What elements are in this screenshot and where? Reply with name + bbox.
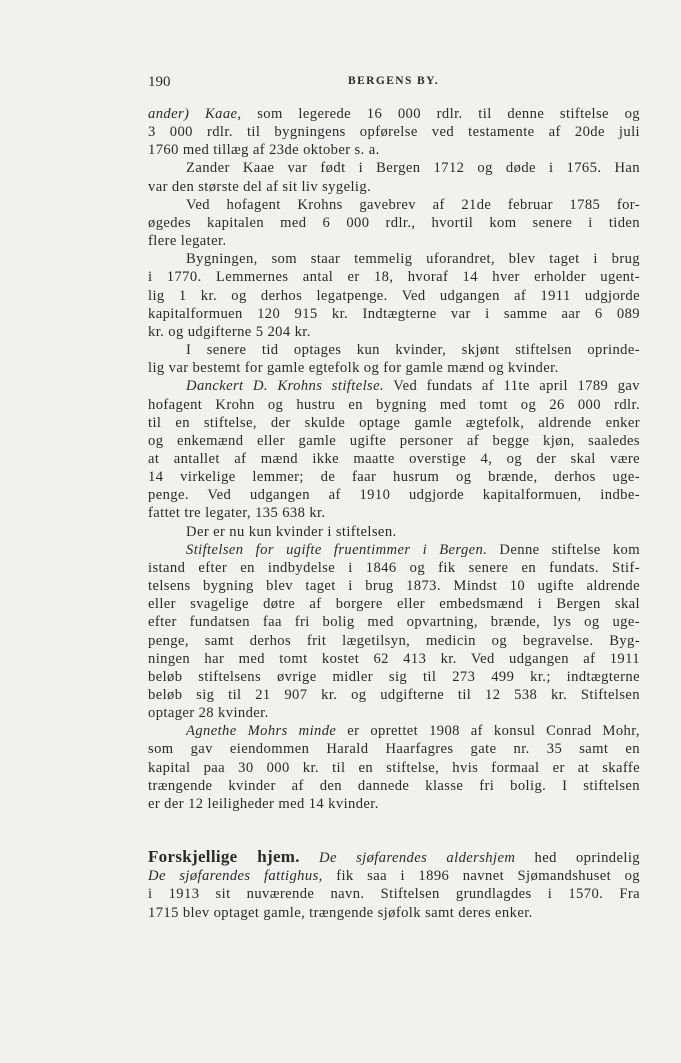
text-span: penge, samt derhos frit lægetilsyn, medicin og begravelse. Byg- <box>148 632 640 649</box>
italic-phrase: De sjøfarendes aldershjem <box>319 850 516 867</box>
text-span: eller svagelige døtre af borgere eller embedsmænd i Bergen skal <box>148 596 640 613</box>
text-span: Zander Kaae var født i Bergen 1712 og døde i 1765. Han <box>186 160 640 177</box>
text-line <box>148 105 640 123</box>
text-span: fattet tre legater, 135 638 kr. <box>148 505 326 522</box>
text-span: i 1770. Lemmernes antal er 18, hvoraf 14 hver erholder ugent- <box>148 269 640 286</box>
text-line <box>148 885 640 903</box>
text-span: 1715 blev optaget gamle, trængende sjøfolk samt deres enker. <box>148 904 533 921</box>
text-line <box>148 632 640 650</box>
text-line <box>148 867 640 885</box>
text-line <box>148 396 640 414</box>
text-line <box>148 486 640 504</box>
text-span: 3 000 rdlr. til bygningens opførelse ved testamente af 20de juli <box>148 124 640 141</box>
text-span: istand efter en indbydelse i 1846 og fik senere en fundats. Stif- <box>148 559 640 576</box>
italic-phrase: Danckert D. Krohns stiftelse. <box>186 378 385 395</box>
text-line <box>148 341 640 359</box>
text-line <box>148 159 640 177</box>
text-span: beløb stiftelsens øvrige midler sig til 273 499 kr.; indtægterne <box>148 668 640 685</box>
text-span: flere legater. <box>148 233 227 250</box>
text-line <box>148 848 640 867</box>
text-span: Bygningen, som staar temmelig uforandret, blev taget i brug <box>186 251 640 268</box>
body-text <box>148 105 640 922</box>
text-line <box>148 377 640 395</box>
text-line <box>148 268 640 286</box>
text-span: lig var bestemt for gamle egtefolk og for gamle mænd og kvinder. <box>148 360 559 377</box>
text-line <box>148 559 640 577</box>
text-line <box>148 577 640 595</box>
running-head <box>148 74 640 94</box>
text-line <box>148 323 640 341</box>
text-span: i 1913 sit nuværende navn. Stiftelsen grundlagdes i 1570. Fra <box>148 886 640 903</box>
text-span: som gav eiendommen Harald Haarfagres gate nr. 35 samt en <box>148 741 640 758</box>
text-span: Denne stiftelse kom <box>487 541 640 558</box>
text-span: fik saa i 1896 navnet Sjømandshuset og <box>322 868 640 885</box>
text-line <box>148 759 640 777</box>
text-line <box>148 178 640 196</box>
italic-phrase: ander) Kaae, <box>148 106 242 122</box>
text-span: optager 28 kvinder. <box>148 705 269 722</box>
text-span: til en stiftelse, der skulde optage gamle ægtefolk, aldrende enker <box>148 414 640 431</box>
text-line <box>148 359 640 377</box>
text-span: lig 1 kr. og derhos legatpenge. Ved udgangen af 1911 udgjorde <box>148 287 640 304</box>
text-line <box>148 414 640 432</box>
text-span: penge. Ved udgangen af 1910 udgjorde kapitalformuen, indbe- <box>148 487 640 504</box>
section-gap <box>148 813 640 848</box>
text-span: Ved hofagent Krohns gavebrev af 21de februar 1785 for- <box>186 196 640 213</box>
text-line <box>148 613 640 631</box>
text-line <box>148 123 640 141</box>
running-title: BERGENS BY. <box>348 75 440 87</box>
text-line <box>148 668 640 686</box>
text-line <box>148 777 640 795</box>
text-span: 14 virkelige lemmer; de faar husrum og brænde, derhos uge- <box>148 469 640 486</box>
italic-phrase: Agnethe Mohrs minde <box>186 723 337 740</box>
text-line <box>148 904 640 922</box>
text-span: telsens bygning blev taget i brug 1873. Mindst 10 ugifte aldrende <box>148 578 640 595</box>
text-line <box>148 232 640 250</box>
text-line <box>148 541 640 559</box>
text-span: at antallet af mænd ikke maatte overstige 4, og der skal være <box>148 450 640 467</box>
text-line <box>148 141 640 159</box>
text-span: ningen har med tomt kostet 62 413 kr. Ved udgangen af 1911 <box>148 650 640 667</box>
text-span: Ved fundats af 11te april 1789 gav <box>384 378 640 395</box>
text-span: er der 12 leiligheder med 14 kvinder. <box>148 795 379 812</box>
italic-phrase: Stiftelsen for ugifte fruentimmer i Bergen. <box>186 541 488 558</box>
text-line <box>148 214 640 232</box>
text-line <box>148 305 640 323</box>
text-span: hed oprindelig <box>515 850 640 867</box>
text-line <box>148 722 640 740</box>
text-line <box>148 650 640 668</box>
text-line <box>148 468 640 486</box>
text-line <box>148 196 640 214</box>
text-line <box>148 450 640 468</box>
text-span <box>300 850 319 866</box>
text-line <box>148 595 640 613</box>
text-span: Der er nu kun kvinder i stiftelsen. <box>186 523 397 540</box>
text-span: kr. og udgifterne 5 204 kr. <box>148 323 311 340</box>
text-span: beløb sig til 21 907 kr. og udgifterne til 12 538 kr. Stiftelsen <box>148 687 640 703</box>
text-span: kapitalformuen 120 915 kr. Indtægterne var i samme aar 6 089 <box>148 305 640 322</box>
text-span: er oprettet 1908 af konsul Conrad Mohr, <box>336 723 640 740</box>
text-line <box>148 432 640 450</box>
text-line <box>148 523 640 541</box>
text-line <box>148 287 640 305</box>
text-line <box>148 795 640 813</box>
text-line <box>148 504 640 522</box>
text-span: kapital paa 30 000 kr. til en stiftelse, hvis formaal er at skaffe <box>148 759 640 776</box>
text-span: trængende kvinder af den dannede klasse fri bolig. I stiftelsen <box>148 777 640 794</box>
text-line <box>148 704 640 722</box>
text-span: øgedes kapitalen med 6 000 rdlr., hvortil kom senere i tiden <box>148 214 640 231</box>
text-span: og enkemænd eller gamle ugifte personer af begge kjøn, saaledes <box>148 432 640 449</box>
text-span: var den største del af sit liv sygelig. <box>148 178 372 195</box>
section-heading: Forskjellige hjem. <box>148 847 300 867</box>
text-span: som legerede 16 000 rdlr. til denne stiftelse og <box>241 106 641 122</box>
text-line <box>148 686 640 704</box>
text-span: 1760 med tillæg af 23de oktober s. a. <box>148 142 380 159</box>
text-line <box>148 250 640 268</box>
text-line <box>148 740 640 758</box>
page-number: 190 <box>148 74 171 90</box>
italic-phrase: De sjøfarendes fattighus, <box>148 868 323 885</box>
text-span: I senere tid optages kun kvinder, skjønt stiftelsen oprinde- <box>186 342 640 359</box>
text-span: efter fundatsen faa fri bolig med opvartning, brænde, lys og uge- <box>148 614 640 631</box>
text-span: hofagent Krohn og hustru en bygning med tomt og 26 000 rdlr. <box>148 396 640 413</box>
